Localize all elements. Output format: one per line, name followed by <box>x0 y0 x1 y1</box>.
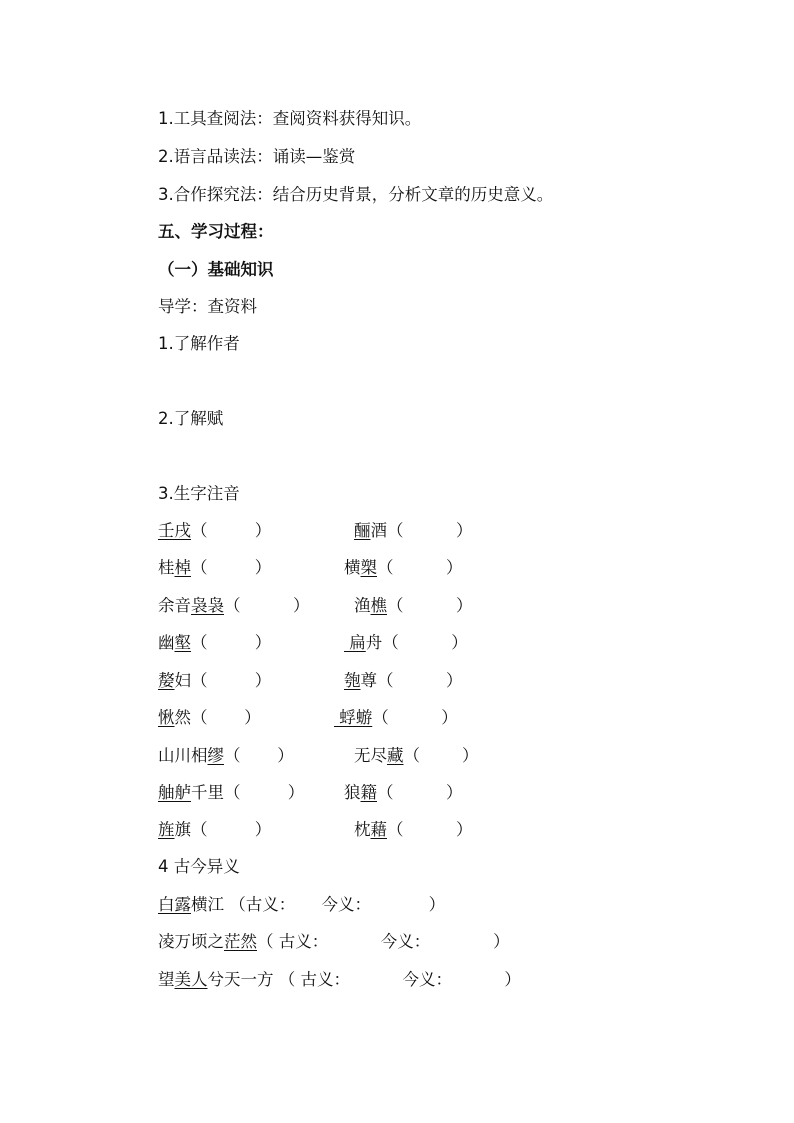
phonetic-right-entry <box>344 633 468 652</box>
item-understand-author: 1.了解作者 <box>158 334 240 353</box>
ancient-modern-underlined-word: 美人 <box>174 970 208 989</box>
ancient-modern-text-after: 兮天一方 （ 古义： 今义： ） <box>207 970 521 989</box>
phonetic-left-answer-blank: （ ） <box>191 820 272 839</box>
method-2: 2.语言品读法：诵读—鉴赏 <box>158 147 356 166</box>
phonetic-left-underlined-chars: 袅袅 <box>191 596 224 615</box>
phonetic-row <box>158 819 638 841</box>
item-ancient-modern-meaning: 4 古今异义 <box>158 857 240 876</box>
phonetic-right-col <box>354 819 472 841</box>
phonetic-right-col <box>344 557 462 579</box>
phonetic-right-underlined-chars: 樵 <box>370 596 387 615</box>
phonetic-right-col <box>334 707 458 729</box>
ancient-modern-text-before: 凌万顷之 <box>158 932 224 951</box>
phonetic-left-answer-blank: （ ） <box>191 633 272 652</box>
phonetic-right-text-after: 尊 <box>360 671 377 690</box>
phonetic-left-underlined-chars: 壑 <box>174 633 191 652</box>
phonetic-right-text-before: 渔 <box>354 596 371 615</box>
method-1: 1.工具查阅法：查阅资料获得知识。 <box>158 109 422 128</box>
item-phonetic-notation: 3.生字注音 <box>158 484 240 503</box>
phonetic-left-entry <box>158 596 309 615</box>
phonetic-left-underlined-chars: 嫠 <box>158 671 175 690</box>
phonetic-row <box>158 632 638 654</box>
phonetic-right-underlined-chars: 槊 <box>360 558 377 577</box>
subsection-1-title: （一）基础知识 <box>158 260 274 279</box>
phonetic-left-text-before: 桂 <box>158 558 175 577</box>
phonetic-left-answer-blank: （ ） <box>224 746 294 765</box>
ancient-modern-underlined-word: 白露 <box>158 895 191 914</box>
phonetic-left-col <box>158 557 271 579</box>
phonetic-right-answer-blank: （ ） <box>387 596 473 615</box>
phonetic-left-text-after: 妇 <box>174 671 191 690</box>
phonetic-row <box>158 707 638 729</box>
ancient-modern-row <box>158 969 521 991</box>
guide-text: 导学：查资料 <box>158 297 257 316</box>
phonetic-right-text-before: 枕 <box>354 820 371 839</box>
phonetic-left-entry <box>158 558 271 577</box>
phonetic-row <box>158 520 638 542</box>
phonetic-right-col <box>354 745 478 767</box>
phonetic-left-entry <box>158 783 304 802</box>
phonetic-left-answer-blank: （ ） <box>224 596 310 615</box>
phonetic-left-text-before: 山川相 <box>158 746 208 765</box>
ancient-modern-row <box>158 931 510 953</box>
phonetic-right-col <box>344 670 462 692</box>
phonetic-left-answer-blank: （ ） <box>191 708 261 727</box>
phonetic-right-entry <box>344 558 462 577</box>
phonetic-left-text-after: 然 <box>174 708 191 727</box>
phonetic-left-answer-blank: （ ） <box>191 521 272 540</box>
phonetic-left-answer-blank: （ ） <box>191 671 272 690</box>
phonetic-right-text-after: 舟 <box>365 633 383 652</box>
phonetic-right-answer-blank: （ ） <box>387 820 473 839</box>
phonetic-left-col <box>158 782 304 804</box>
phonetic-right-answer-blank: （ ） <box>377 671 463 690</box>
phonetic-left-underlined-chars: 棹 <box>174 558 191 577</box>
ancient-modern-text-before: 望 <box>158 970 175 989</box>
phonetic-right-entry <box>344 783 462 802</box>
phonetic-right-answer-blank: （ ） <box>372 708 458 727</box>
phonetic-right-underlined-chars: 藉 <box>370 820 387 839</box>
phonetic-right-answer-blank: （ ） <box>382 633 468 652</box>
phonetic-right-col <box>344 632 468 654</box>
phonetic-right-entry <box>354 820 472 839</box>
phonetic-right-underlined-chars: 匏 <box>344 671 361 690</box>
phonetic-left-underlined-chars: 旌 <box>158 820 175 839</box>
item-understand-fu: 2.了解赋 <box>158 409 224 428</box>
phonetic-right-underlined-chars: 藏 <box>387 746 404 765</box>
phonetic-left-text-before: 余音 <box>158 596 191 615</box>
phonetic-right-text-before: 狼 <box>344 783 361 802</box>
phonetic-left-text-after: 千里 <box>191 783 224 802</box>
method-3: 3.合作探究法：结合历史背景，分析文章的历史意义。 <box>158 185 554 204</box>
phonetic-left-underlined-chars: 壬戌 <box>158 521 191 540</box>
phonetic-left-entry <box>158 820 271 839</box>
phonetic-left-col <box>158 595 309 617</box>
phonetic-left-col <box>158 819 271 841</box>
phonetic-right-underlined-chars: 酾 <box>354 521 371 540</box>
phonetic-right-col <box>344 782 462 804</box>
phonetic-right-text-before: 横 <box>344 558 361 577</box>
phonetic-right-text-after: 酒 <box>370 521 387 540</box>
phonetic-left-underlined-chars: 愀 <box>158 708 175 727</box>
phonetic-left-underlined-chars: 舳舻 <box>158 783 191 802</box>
phonetic-left-answer-blank: （ ） <box>224 783 305 802</box>
phonetic-row <box>158 782 638 804</box>
phonetic-row <box>158 557 638 579</box>
phonetic-right-col <box>354 520 472 542</box>
ancient-modern-text-after: 横江 （古义： 今义： ） <box>191 895 446 914</box>
phonetic-left-col <box>158 670 271 692</box>
phonetic-right-answer-blank: （ ） <box>403 746 479 765</box>
phonetic-right-entry <box>344 671 462 690</box>
phonetic-left-entry <box>158 708 261 727</box>
ancient-modern-underlined-word: 茫然 <box>224 932 257 951</box>
phonetic-right-col <box>354 595 472 617</box>
phonetic-left-col <box>158 707 261 729</box>
phonetic-right-entry <box>354 596 472 615</box>
phonetic-left-col <box>158 520 271 542</box>
ancient-modern-text-after: （ 古义： 今义： ） <box>257 932 510 951</box>
phonetic-right-entry <box>354 746 478 765</box>
phonetic-left-text-after: 旗 <box>174 820 191 839</box>
phonetic-row <box>158 595 638 617</box>
phonetic-right-underlined-chars: 籍 <box>360 783 377 802</box>
phonetic-left-answer-blank: （ ） <box>191 558 272 577</box>
ancient-modern-row <box>158 894 445 916</box>
phonetic-right-text-before: 无尽 <box>354 746 387 765</box>
phonetic-right-answer-blank: （ ） <box>387 521 473 540</box>
phonetic-right-underlined-chars: 蜉蝣 <box>334 708 373 727</box>
phonetic-left-col <box>158 632 271 654</box>
phonetic-left-entry <box>158 746 294 765</box>
phonetic-right-entry <box>354 521 472 540</box>
phonetic-row <box>158 670 638 692</box>
phonetic-right-underlined-chars: 扁 <box>344 633 366 652</box>
phonetic-right-answer-blank: （ ） <box>377 558 463 577</box>
phonetic-left-col <box>158 745 294 767</box>
phonetic-right-answer-blank: （ ） <box>377 783 463 802</box>
phonetic-left-underlined-chars: 缪 <box>207 746 224 765</box>
phonetic-row <box>158 745 638 767</box>
phonetic-left-text-before: 幽 <box>158 633 175 652</box>
section-5-title: 五、学习过程： <box>158 222 274 241</box>
phonetic-left-entry <box>158 671 271 690</box>
phonetic-left-entry <box>158 633 271 652</box>
phonetic-right-entry <box>334 708 458 727</box>
phonetic-left-entry <box>158 521 271 540</box>
